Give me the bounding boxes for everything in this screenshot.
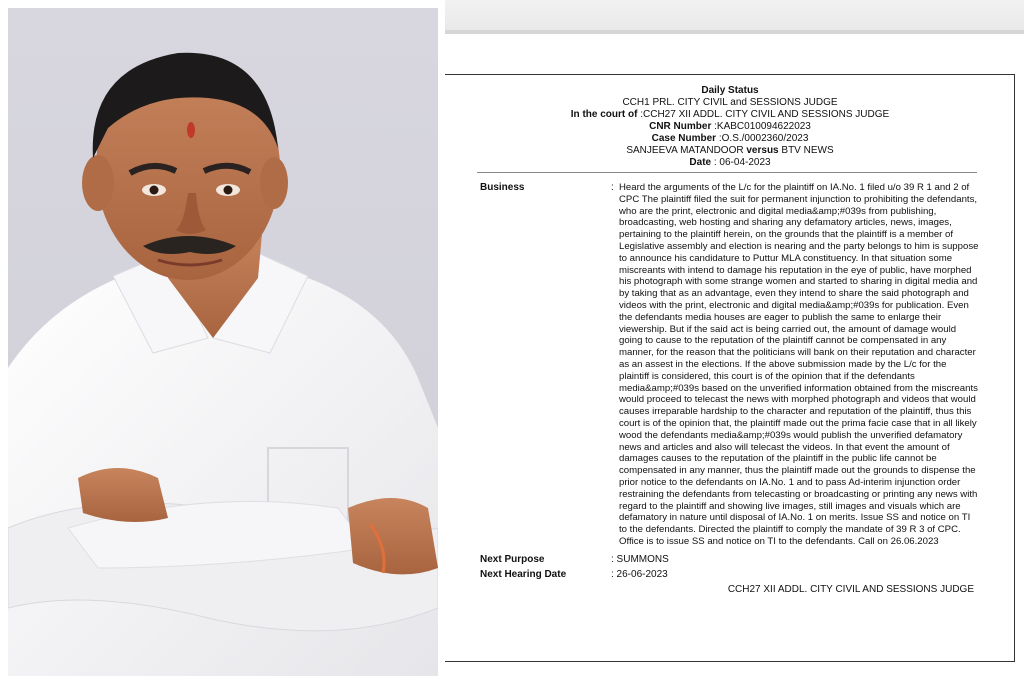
cnr-label: CNR Number — [649, 121, 712, 132]
page-divider — [445, 30, 1024, 34]
doc-title: Daily Status — [701, 85, 759, 96]
next-hearing-label: Next Hearing Date — [480, 569, 567, 580]
court-line — [445, 109, 1015, 121]
date-label: Date — [689, 157, 712, 168]
case-value: :O.S./0002360/2023 — [718, 133, 809, 144]
document-header — [445, 85, 1015, 169]
next-purpose-label: Next Purpose — [480, 554, 545, 565]
cnr-line — [445, 121, 1015, 133]
business-colon: : — [611, 182, 614, 193]
portrait-photo — [8, 8, 438, 676]
case-label: Case Number — [651, 133, 717, 144]
date-line — [445, 157, 1015, 169]
next-purpose-value: : SUMMONS — [611, 554, 669, 565]
court-label: In the court of — [570, 109, 638, 120]
court-line1: CCH1 PRL. CITY CIVIL and SESSIONS JUDGE — [622, 97, 838, 108]
party1: SANJEEVA MATANDOOR — [626, 145, 744, 156]
signing-judge: CCH27 XII ADDL. CITY CIVIL AND SESSIONS JUDGE — [727, 584, 974, 595]
court-document — [445, 0, 1024, 683]
parties-line — [445, 145, 1015, 157]
case-line — [445, 133, 1015, 145]
cnr-value: :KABC010094622023 — [714, 121, 811, 132]
daily-status-page — [445, 74, 1015, 662]
next-hearing-value: : 26-06-2023 — [611, 569, 668, 580]
previous-page-strip — [445, 0, 1024, 30]
business-text: Heard the arguments of the L/c for the plaintiff on IA.No. 1 filed u/o 39 R 1 and 2 of CPC The plaintiff filed the suit for permanent injunction to prohibiting the defendants, who are the print, electronic and digital media&amp;#039s from publishing, broadcasting, web hosting and sharing any defamatory articles, news, images, pertaining to the plaintiff herein, on the grounds that the plaintiff is a member of Legislative assembly and election is nearing and the party belongs to him is suppose to announce his candidature to Puttur MLA constituency. In that situation some miscreants with intend to damage his reputation in the eye of public, have morphed his photograph with some strange women and started to sharing in digital media and by taking that as an advantage, even they intend to share the said photograph and videos with the print, electronic and digital media&amp;#039s for publication. Even the defendants media houses are eager to publish the same to enlarge their viewership. But if the said act is being carried out, the amount of damage would going to cause to the reputation of the plaintiff cannot be compensated in any manner, for the reason that the politicians will bank on their reputation and character as an assest in the elections. If the above submission made by the L/c for the plaintiff is considered, this court is of the opinion that if the defendants media&amp;#039s based on the unverified information obtained from the miscreants would proceed to telecast the news with morphed photograph and videos that would causes irreparable hardship to the character and reputation of the plaintiff, thus this court is of the opinion that, the plaintiff made out the prima facie case that in all likely wood the defendants media&amp;#039s would publish the unverified defamatory news and articles and also will telecast the videos. In that event the amount of damages causes to the reputation of the plaintiff in the public life cannot be compensated in any manner, thus the plaintiff made out the grounds to dispense the prior notice to the defendants on IA.No. 1 and to pass Ad-interim injunction order restraining the defendants from telecasting or broadcasting or printing any news with regard to the plaintiff and showing live images, still images and visuals which are defamatory in nature until disposal of IA.No. 1 on merits. Issue SS and notice on TI to the defendants. Directed the plaintiff to comply the mandate of 39 R 3 of CPC. Office is to issue SS and notice on TI to the defendants. Call on 26.06.2023 — [619, 182, 979, 547]
party2: BTV NEWS — [781, 145, 834, 156]
court-value: :CCH27 XII ADDL. CITY CIVIL AND SESSIONS JUDGE — [640, 109, 890, 120]
date-value: : 06-04-2023 — [713, 157, 771, 168]
header-separator — [477, 172, 977, 173]
business-label: Business — [480, 182, 525, 193]
portrait-illustration — [8, 8, 438, 676]
versus: versus — [746, 145, 779, 156]
